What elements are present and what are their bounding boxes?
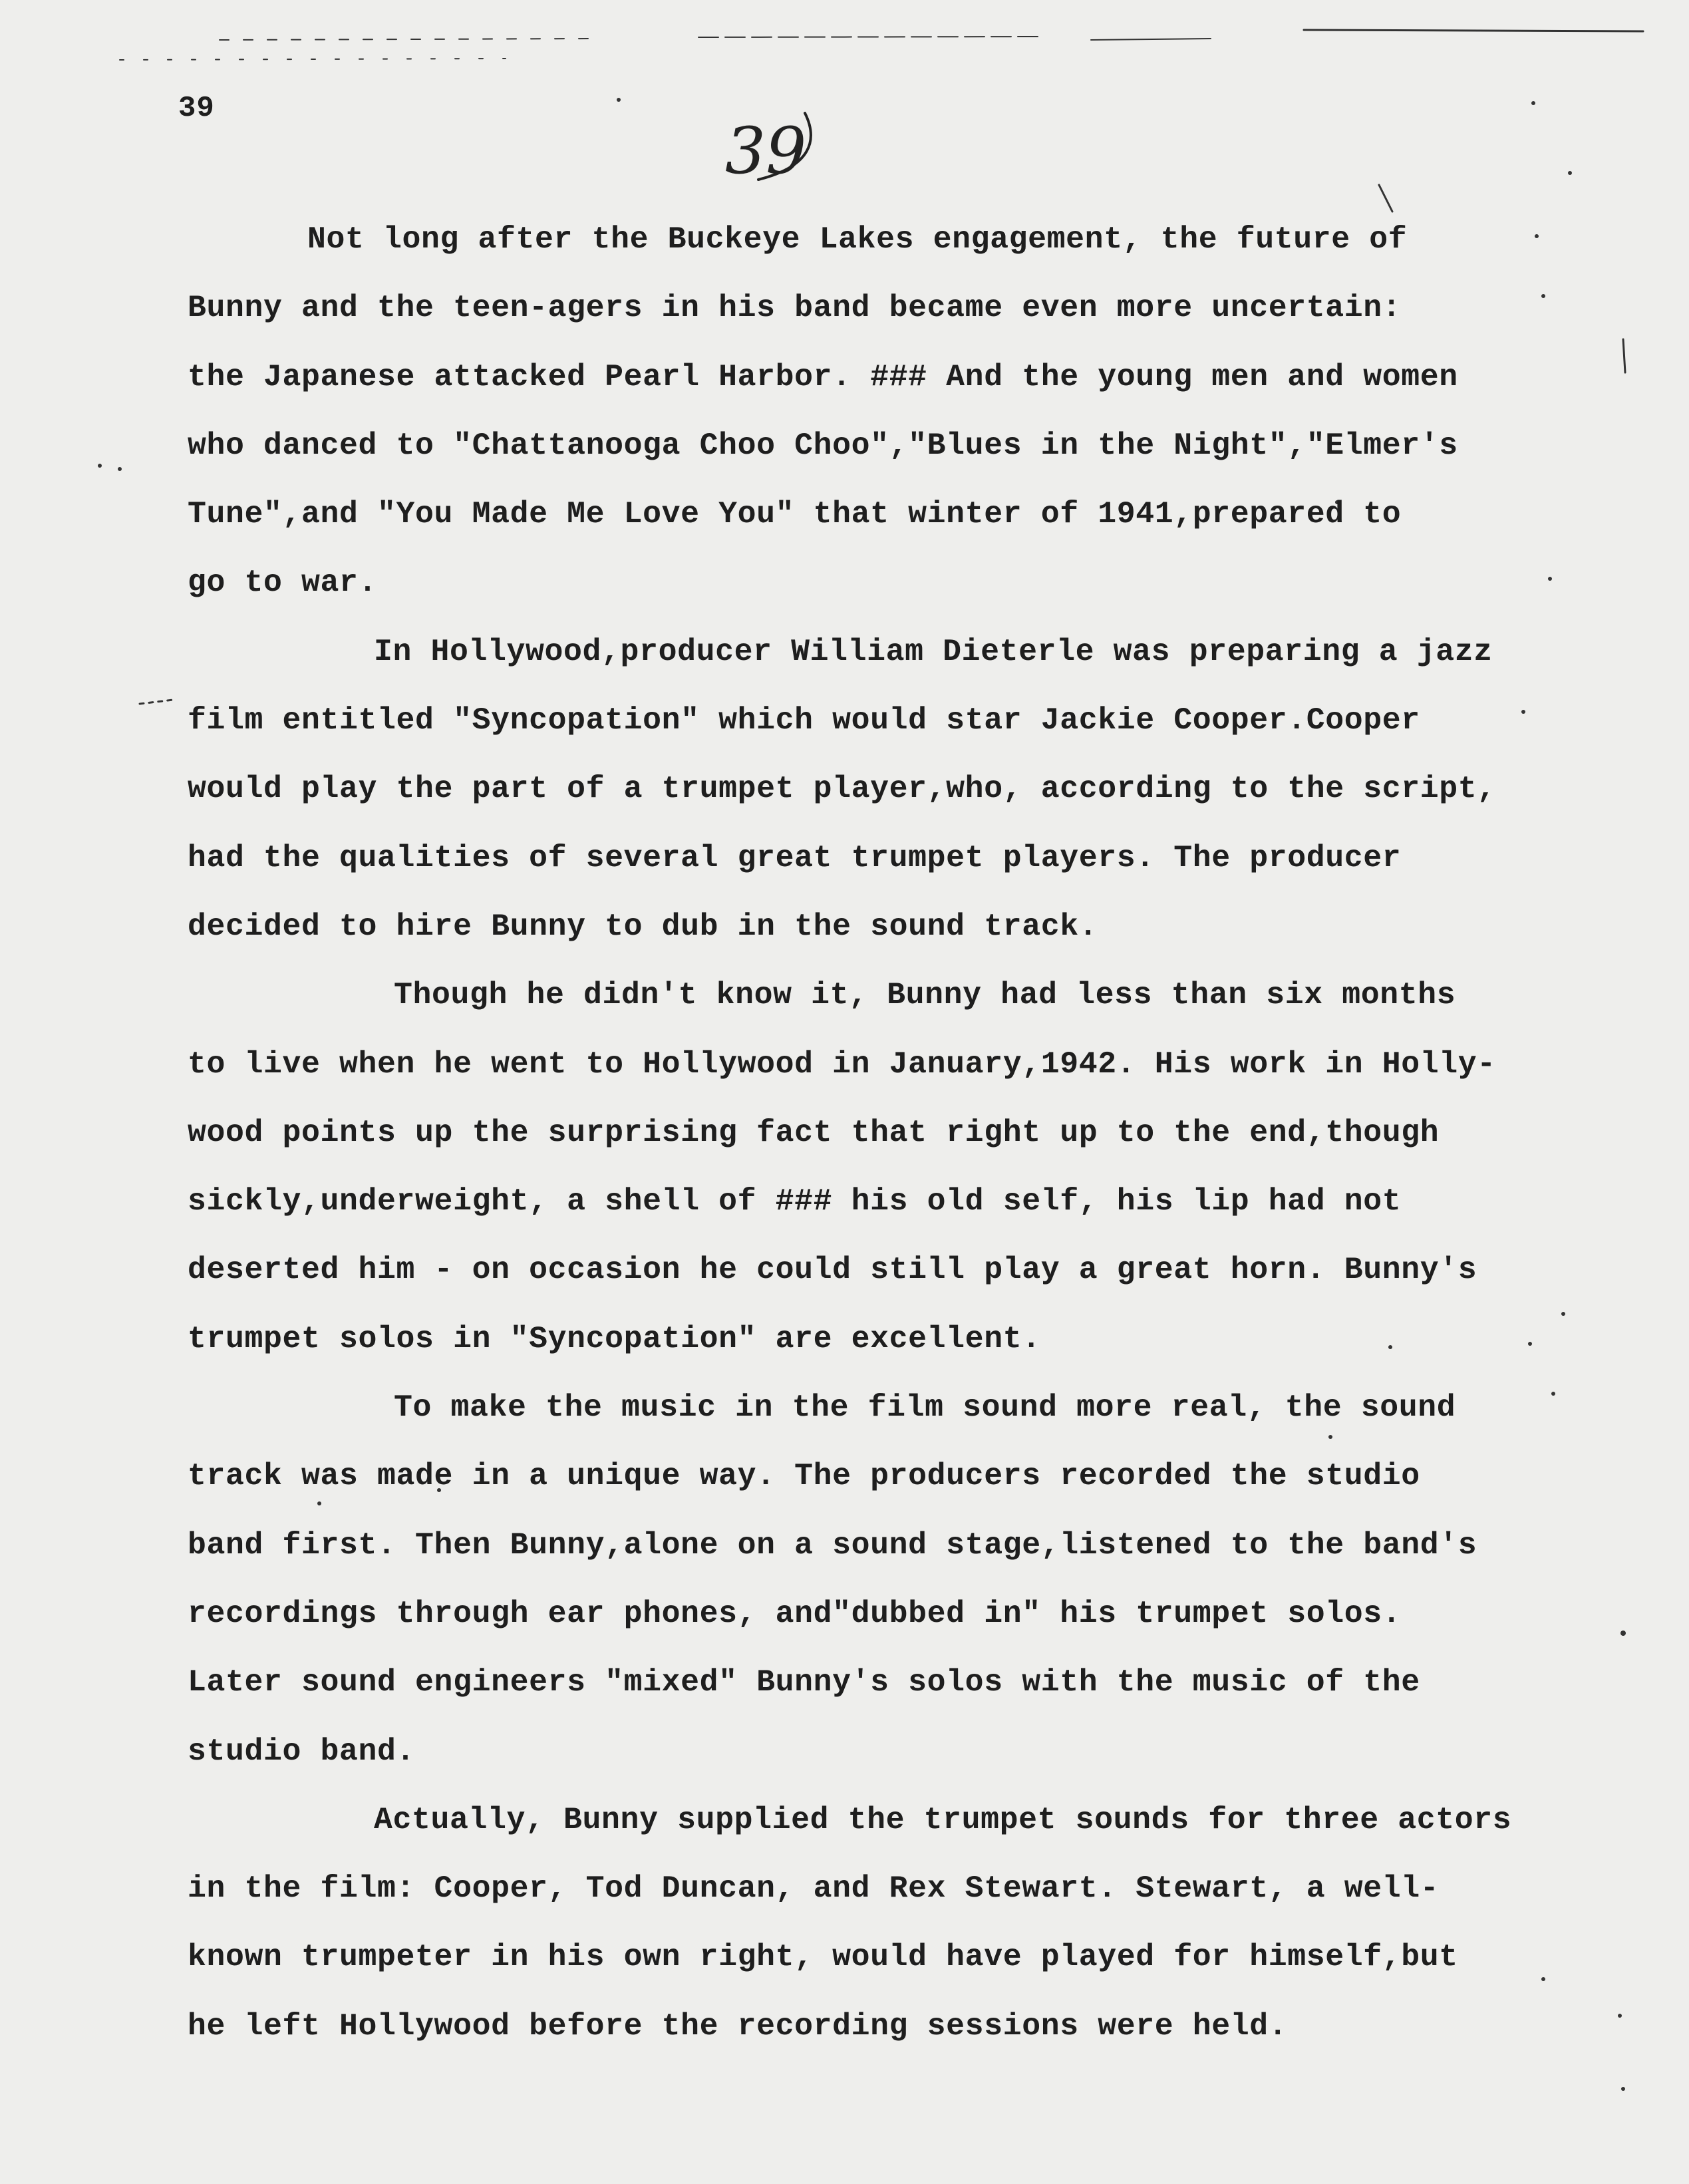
text-line: wood points up the surprising fact that right up to the end,though xyxy=(188,1114,1440,1150)
text-line: would play the part of a trumpet player,who, according to the script, xyxy=(188,771,1496,807)
text-line: film entitled "Syncopation" which would star Jackie Cooper.Cooper xyxy=(188,702,1420,738)
handwritten-page-number xyxy=(718,100,851,200)
text-line: sickly,underweight, a shell of ### his old self, his lip had not xyxy=(188,1183,1402,1219)
text-line: Bunny and the teen-agers in his band became even more uncertain: xyxy=(188,290,1402,326)
text-line: Though he didn't know it, Bunny had less than six months xyxy=(394,977,1456,1013)
text-line: to live when he went to Hollywood in January,1942. His work in Holly- xyxy=(188,1046,1496,1082)
text-line: Tune",and "You Made Me Love You" that winter of 1941,prepared to xyxy=(188,496,1402,532)
text-line: he left Hollywood before the recording sessions were held. xyxy=(188,2008,1288,2044)
body-text xyxy=(188,205,1618,2060)
text-line: in the film: Cooper, Tod Duncan, and Rex Stewart. Stewart, a well- xyxy=(188,1871,1440,1907)
text-line: recordings through ear phones, and"dubbed in" his trumpet solos. xyxy=(188,1595,1402,1631)
text-line: track was made in a unique way. The producers recorded the studio xyxy=(188,1458,1420,1494)
text-line: Actually, Bunny supplied the trumpet sounds for three actors xyxy=(374,1801,1512,1837)
text-line: known trumpeter in his own right, would have played for himself,but xyxy=(188,1939,1458,1975)
text-line: trumpet solos in "Syncopation" are excellent. xyxy=(188,1321,1041,1356)
text-line: Later sound engineers "mixed" Bunny's solos with the music of the xyxy=(188,1664,1420,1700)
text-line: band first. Then Bunny,alone on a sound stage,listened to the band's xyxy=(188,1527,1477,1563)
text-line: go to war. xyxy=(188,565,378,601)
svg-text:39: 39 xyxy=(725,114,807,188)
text-line: the Japanese attacked Pearl Harbor. ### And the young men and women xyxy=(188,359,1458,394)
text-line: who danced to "Chattanooga Choo Choo","Blues in the Night","Elmer's xyxy=(188,427,1458,463)
text-line: had the qualities of several great trumpet players. The producer xyxy=(188,840,1402,875)
text-line: decided to hire Bunny to dub in the sound track. xyxy=(188,908,1098,944)
text-line: deserted him - on occasion he could still play a great horn. Bunny's xyxy=(188,1252,1477,1288)
typed-page-number: 39 xyxy=(178,92,215,125)
text-line: Not long after the Buckeye Lakes engagement, the future of xyxy=(307,222,1408,257)
text-line: To make the music in the film sound more real, the sound xyxy=(394,1390,1456,1426)
text-line: studio band. xyxy=(188,1733,416,1769)
text-line: In Hollywood,producer William Dieterle was preparing a jazz xyxy=(374,633,1493,669)
